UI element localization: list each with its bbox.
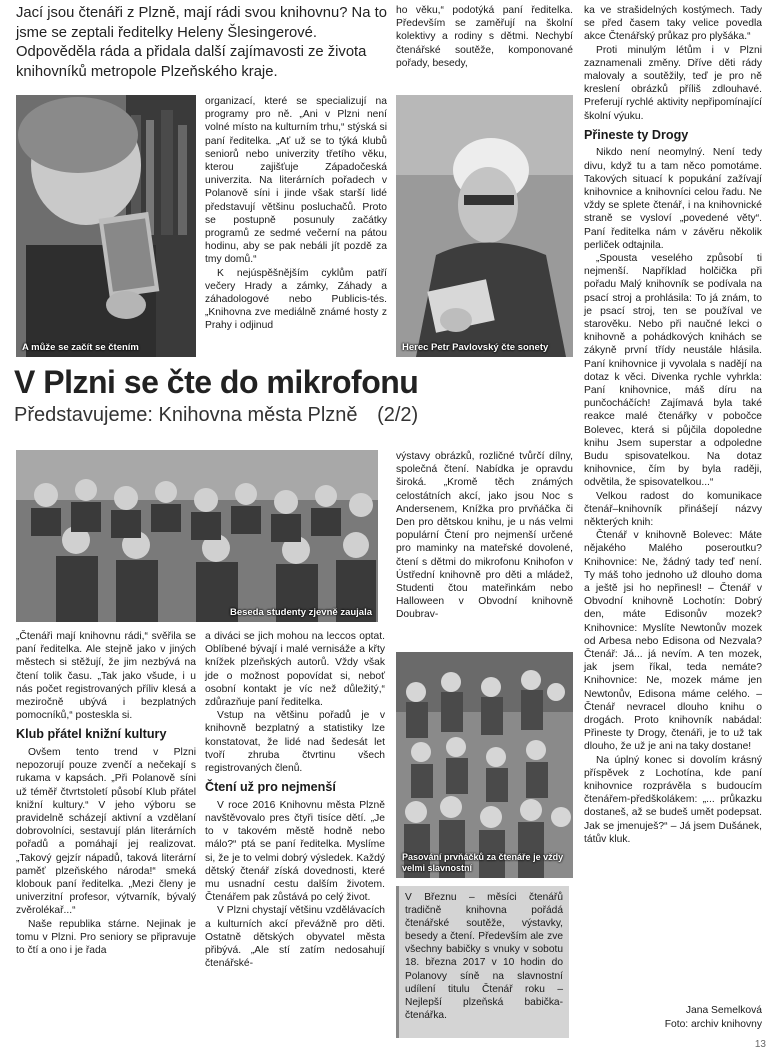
paragraph: ho věku,“ podotýká paní ředitelka. Především se zaměřují na školní kolektivy a rodiny s dětmi. Nechybí čtenářské soutěže, komponované pořady, besedy, (396, 5, 573, 69)
info-box-text: V Březnu – měsíci čtenářů tradičně knihovna pořádá čtenářské soutěže, výstavky, besedy a čtení. Především ale zve všechny babičky s vnuky v sobotu 18. března 2017 v 10 hodin do Polanovy síně na slavnostní udílení titulu Čtenář roku – Nejlepší plzeňská babička-čtenářka. (405, 892, 563, 1021)
section-heading: Klub přátel knižní kultury (16, 727, 167, 742)
photo-students (16, 450, 378, 622)
column-left-lower (16, 630, 196, 957)
paragraph: V roce 2016 Knihovnu města Plzně navštěvovalo pres čtyři tisíce dětí. „Je to v takovém městě hodně nebo málo?“ ptá se paní ředitelka. Myslíme si, že je to velmi dobrý výsledek. Každý dětský čtenář získá dovednosti, které mu usnadní cestu dalším životem. Čtenářem pak zůstává po celý život. (205, 799, 385, 904)
paragraph: Čtenář v knihovně Bolevec: Máte nějakého Malého poseroutku? Knihovnice: Ne, žádný tady teď není. Ty máš toho jednoho už dlouho doma a ještě jsi ho nepřinesl! – Čtenář v Obvodní knihovně Lochotín: Dobrý den, máte Edisonův mozek? Knihovnice: Myslíte Newtonův mozek od Arbesa nebo Edisona od Nezvala? Čtenář: Já... já nevím. A ten mozek, jak jsem říkal, teda nemáte? Knihovnice: Ne, mozek máme jen Newtonův, Edisona máme celého. – Čtenář nevracel dlouho knihu o drogách. Proto knihovník nabádal: Přineste ty Drogy, čtenáři, je to už tak dlouho, že už je ani na taky dostane! (584, 530, 762, 753)
photo-caption: Pasování prvňáčků za čtenáře je vždy velmi slavnostní (402, 852, 564, 873)
photo-girl-reading-image (16, 95, 196, 357)
paragraph: Vstup na většinu pořadů je v knihovně bezplatný a statistiky lze konstatovat, že lidé nad šedesát let tvoří zhruba čtvrtinu všech registrovaných členů. (205, 710, 385, 775)
paragraph: Proti minulým létům i v Plzni zaznamenali změny. Dříve děti rády malovaly a soutěžily, teď je pro ně kreslení obrázků příliš zdlouhavé. Preferují rychlé aktivity nepřipomínající školní výuku. (584, 44, 762, 122)
paragraph: Naše republika stárne. Nejinak je tomu v Plzni. Pro seniory se připravuje to čtí a ono i je řada (16, 918, 196, 956)
photo-credit: Foto: archiv knihovny (664, 1018, 762, 1030)
series-part: (2/2) (377, 404, 419, 426)
photo-caption: Beseda studenty zjevně zaujala (229, 607, 372, 618)
article-intro: Jací jsou čtenáři z Plzně, mají rádi svou knihovnu? Na to jsme se zeptali ředitelky Heleny Šlesingerové. Odpověděla ráda a přidala další zajímavosti ze života knihovníků metropole Plzeňského kraje. (16, 5, 387, 80)
photo-first-graders-image (396, 652, 573, 878)
paragraph: výstavy obrázků, rozličné tvůrčí dílny, společná čtení. Nabídka je opravdu široká. „Kromě těch známých celostátních akcí, jako jsou Noc s Andersenem, Knížka pro prvňáčka či Den pro dětskou knihu, je u nás velmi populární Čtení pro nejmenší určené pro maminky na mateřské dovolené, čtení s dětmi do mikrofonu Knihofon v Ústřední knihovně pro děti a mládež, Studenti čtou mateřinkám nebo Halloween v Obvodní knihovně Doubrav- (396, 451, 573, 621)
column-middle-b (396, 450, 573, 622)
paragraph: a diváci se jich mohou na leccos optat. Oblíbené bývají i malé vernisáže a křty knížek plzeňských autorů. Vždy však jde o možnost popovídat si, neboť osobní kontakt je víc než důležitý,“ zdůrazňuje paní ředitelka. (205, 631, 385, 709)
section-heading: Čtení už pro nejmenší (205, 780, 336, 795)
paragraph: Na úplný konec si dovolím krásný příspěvek z Lochotína, kde paní knihovnice rozprávěla s budoucím čtenářem-předškolákem: „... průkazku dostaneš, až se budeš umět podepsat. Jak se jmenuješ?“ – Já jsem Dušánek, tátův kluk. (584, 754, 762, 845)
info-box (396, 886, 569, 1038)
photo-actor-reading-image (396, 95, 573, 357)
paragraph: Nikdo není neomylný. Není tedy divu, když tu a tam něco pomotáme. Takových situací k popukání zažívají knihovnice a knihovníci celou řadu. Ne vždy se splete čtenář, i na knihovnické straně se vysloví „povedené věty“. Paní ředitelka nám v závěru několik perliček odtajnila. (584, 147, 762, 251)
paragraph: „Čtenáři mají knihovnu rádi,“ svěřila se paní ředitelka. Ale stejně jako v jiných městech si stěžují, že jim nezbývá na čtení tolik času. „Tak jako všude, i u nás počet registrovaných příliv klesá a meziročně ubývá i bezplatných pomocníků,“ posteskla si. (16, 631, 196, 722)
paragraph: ka ve strašidelných kostýmech. Tady se před časem taky velice povedla akce Čtenářský průkaz pro plyšáka.“ (584, 5, 762, 43)
photo-actor-reading (396, 95, 573, 357)
page-number: 13 (754, 1039, 766, 1050)
subheadline-text: Představujeme: Knihovna města Plzně (14, 404, 358, 426)
column-middle-lower (205, 630, 385, 970)
paragraph: K nejúspěšnějším cyklům patří večery Hrady a zámky, Záhady a záhadologové nebo Publicis-tés. „Knihovna zve mediálně známé hosty z Prahy i odjinud (205, 267, 387, 332)
column-middle-top (205, 95, 387, 333)
headline: V Plzni se čte do mikrofonu (14, 364, 419, 400)
author-name: Jana Semelková (685, 1005, 762, 1016)
paragraph: Velkou radost do komunikace čtenář–knihovník přinášejí názvy některých knih: (584, 490, 762, 529)
photo-students-image (16, 450, 378, 622)
section-heading: Přineste ty Drogy (584, 127, 689, 142)
photo-girl-reading (16, 95, 196, 357)
photo-caption: A může se začít se čtením (22, 342, 139, 353)
signature (586, 1004, 762, 1031)
paragraph: V Plzni chystají většinu vzdělávacích a kulturních akcí převážně pro děti. Ostatně dětských obyvatel města přibývá. „Ale stí zatím nedosahují čtenářské- (205, 905, 385, 970)
subheadline (14, 402, 614, 428)
column-top-middle (396, 4, 573, 70)
photo-caption: Herec Petr Pavlovský čte sonety (402, 342, 549, 353)
paragraph: „Spousta veselého způsobí ti nejmenší. Například holčička při pořadu Malý knihovník se podívala na psací stroj a prohlásila: To já znám, to je psací stroj, ten se používal ve starověku. Nebo při naučné lekci o knihovně a pohádkových knihách se zákyně první třídy neustále hlásila. Paní knihovnice ji vyvolala s nadějí na dotaz k věci. Divenka rychle vyhrkla: Paní knihovnice, máš díru na punčocháčích! Zajímavá byla také reakce malé čtenářky v pobočce Bolevec, která si půjčila dopoledne knihu Jsem superstar a odpoledne Budu spisovatelkou. Na dotaz knihovnice, čím by byla raději, odvětila, že spisovatelkou...“ (584, 252, 762, 489)
paragraph: Ovšem tento trend v Plzni nepozorují pouze zvenčí a nečekají s rukama v kapsách. „Při Polanově síni už téměř čtvrtstoletí působí Klub přátel knižní kultury.“ V jeho výboru se pravidelně scházejí aktivní a vzdělaní dobrovolníci, sestavují plán literárních pořadů a pomáhají jej realizovat. „Takový gejzír nápadů, taková literární paměť plzeňského národa!“ smeká klobouk paní ředitelka. „Mezi členy je univerzitní profesor, výtvarník, bývalý zvěrolékař...“ (16, 746, 196, 917)
photo-first-graders (396, 652, 573, 878)
paragraph: organizací, které se specializují na programy pro ně. „Ani v Plzni není volné místo na kulturním trhu,“ stýská si paní ředitelka. „Ať už se to týká klubů seniorů nebo univerzity třetího věku, kterou zajišťuje Západočeská univerzita. Na literárních pořadech v Polanově síni i jinde však starší lidé představují většinu posluchačů. Proto se postupně posunuly začátky programů ze sedmé večerní na pátou hodinu, aby se pak nebáli jít pozdě za tmy domů.“ (205, 96, 387, 266)
